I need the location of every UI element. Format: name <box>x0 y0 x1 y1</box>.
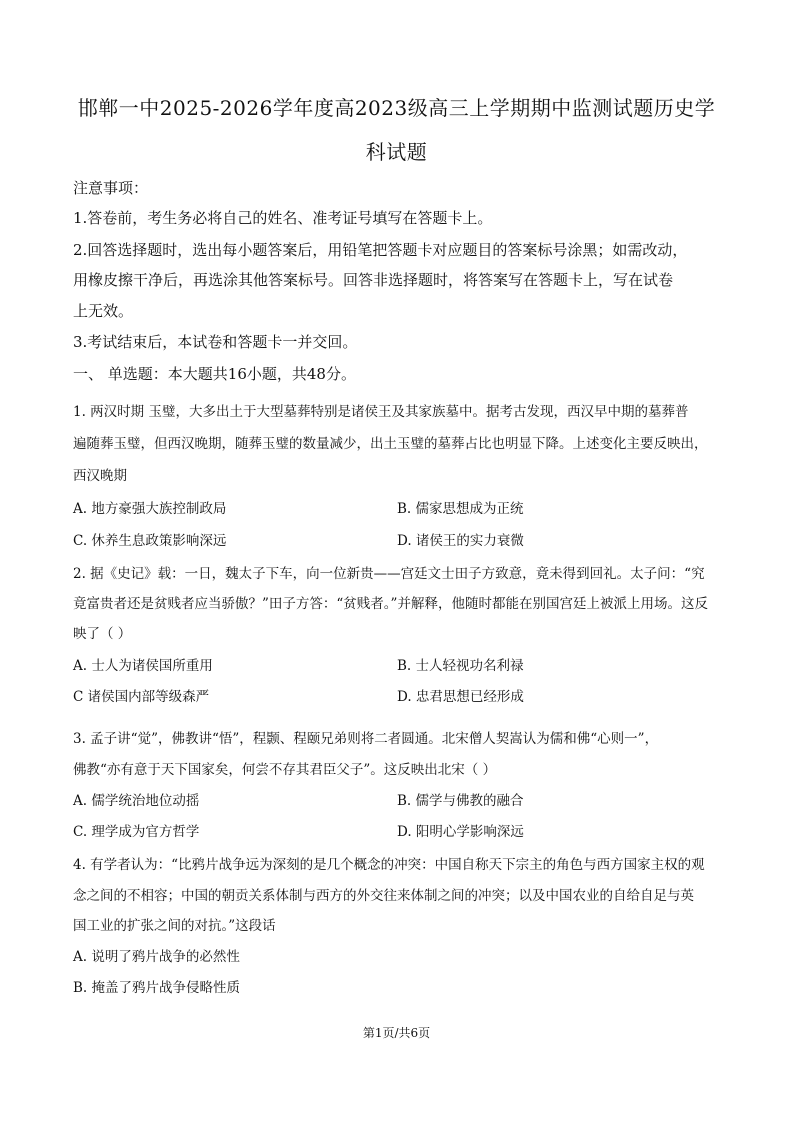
notice-item-2-line-1: 2.回答选择题时，选出每小题答案后，用铅笔把答题卡对应题目的答案标号涂黑；如需改动， <box>73 241 688 259</box>
question-3-line-2: 佛教“亦有意于天下国家矣，何尝不存其君臣父子”。这反映出北宋（ ） <box>73 762 497 778</box>
question-3-option-d: D. 阳明心学影响深远 <box>397 824 524 840</box>
exam-title-line2: 科试题 <box>365 140 428 164</box>
question-1-line-2: 遍随葬玉璧，但西汉晚期，随葬玉璧的数量减少，出土玉璧的墓葬占比也明显下降。上述变化主要反映出， <box>73 436 708 452</box>
question-4-line-2: 念之间的不相容；中国的朝贡关系体制与西方的外交往来体制之间的冲突；以及中国农业的自给自足与英 <box>73 888 694 904</box>
question-1-option-a: A. 地方豪强大族控制政局 <box>73 501 227 517</box>
question-1-option-c: C. 休养生息政策影响深远 <box>73 533 227 549</box>
question-2-line-3: 映了（ ） <box>73 626 132 642</box>
question-2-option-b: B. 士人轻视功名利禄 <box>397 658 524 674</box>
question-1-option-b: B. 儒家思想成为正统 <box>397 501 524 517</box>
question-2-line-1: 2. 据《史记》载：一日，魏太子下车，向一位新贵——宫廷文士田子方致意，竟未得到回礼。太子问：“究 <box>73 566 705 582</box>
notice-item-2-line-2: 用橡皮擦干净后，再选涂其他答案标号。回答非选择题时，将答案写在答题卡上，写在试卷 <box>73 271 674 289</box>
question-2-option-a: A. 士人为诸侯国所重用 <box>73 658 213 674</box>
notice-heading: 注意事项： <box>73 179 149 197</box>
question-1-line-1: 1. 两汉时期 玉璧，大多出土于大型墓葬特别是诸侯王及其家族墓中。据考古发现，西汉早中期的墓葬普 <box>73 404 689 420</box>
notice-item-2-line-3: 上无效。 <box>73 302 134 320</box>
question-4-line-1: 4. 有学者认为：“比鸦片战争远为深刻的是几个概念的冲突：中国自称天下宗主的角色与西方国家主权的观 <box>73 857 705 873</box>
question-2-line-2: 竟富贵者还是贫贱者应当骄傲？”田子方答：“贫贱者。”并解释，他随时都能在别国宫廷上被派上用场。这反 <box>73 596 708 612</box>
page-number: 第1页/共6页 <box>362 1026 431 1040</box>
question-4-option-b: B. 掩盖了鸦片战争侵略性质 <box>73 980 241 996</box>
section-heading: 一、 单选题：本大题共16小题，共48分。 <box>73 365 356 383</box>
exam-title-line1: 邯郸一中2025-2026学年度高2023级高三上学期期中监测试题历史学 <box>77 96 716 120</box>
question-2-option-c: C 诸侯国内部等级森严 <box>73 689 210 705</box>
question-1-line-3: 西汉晚期 <box>73 468 127 484</box>
question-3-option-b: B. 儒学与佛教的融合 <box>397 793 524 809</box>
question-1-option-d: D. 诸侯王的实力衰微 <box>397 533 524 549</box>
question-3-line-1: 3. 孟子讲“觉”，佛教讲“悟”，程颢、程颐兄弟则将二者圆通。北宋僧人契嵩认为儒和佛“心则一”， <box>73 731 659 747</box>
notice-item-1: 1.答卷前，考生务必将自己的姓名、准考证号填写在答题卡上。 <box>73 209 493 227</box>
notice-item-3: 3.考试结束后，本试卷和答题卡一并交回。 <box>73 333 358 351</box>
question-3-option-c: C. 理学成为官方哲学 <box>73 824 200 840</box>
question-2-option-d: D. 忠君思想已经形成 <box>397 689 524 705</box>
question-3-option-a: A. 儒学统治地位动摇 <box>73 793 200 809</box>
question-4-line-3: 国工业的扩张之间的对抗。”这段话 <box>73 918 276 934</box>
question-4-option-a: A. 说明了鸦片战争的必然性 <box>73 949 240 965</box>
